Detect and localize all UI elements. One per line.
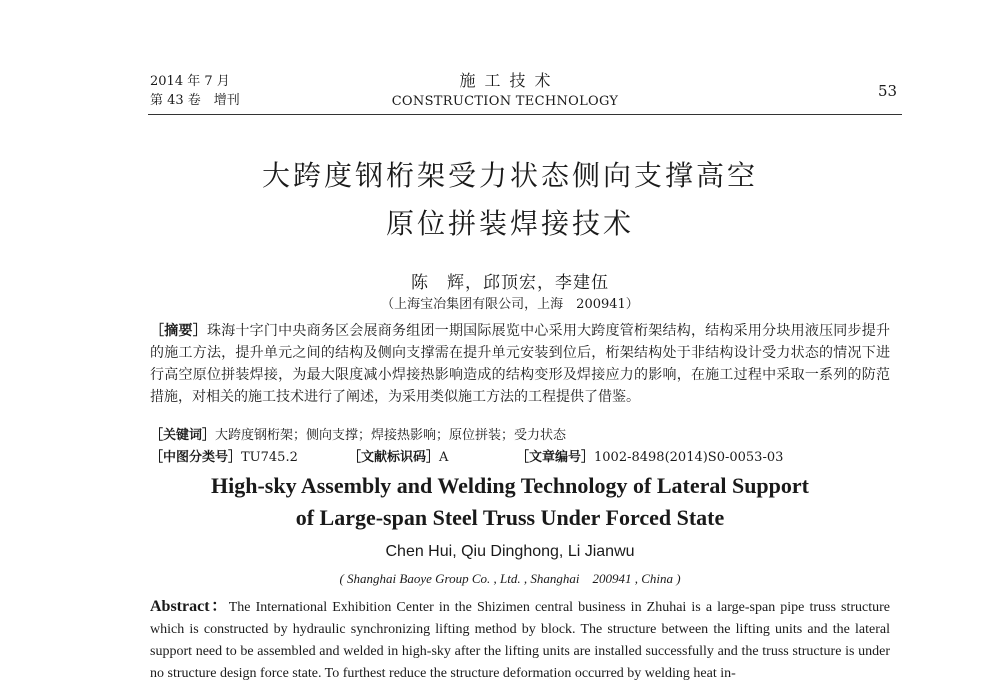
authors-zh: 陈 辉，邱顶宏，李建伍: [411, 273, 609, 293]
keywords-text: 大跨度钢桁架；侧向支撑；焊接热影响；原位拼装；受力状态: [215, 428, 567, 443]
paper-title-en-line2: of Large-span Steel Truss Under Forced State: [295, 505, 725, 530]
abstract-zh: [150, 320, 890, 408]
journal-name-zh: 施工技术: [459, 71, 560, 90]
journal-name-en: CONSTRUCTION TECHNOLOGY: [391, 94, 619, 109]
paper-title-zh-line2: 原位拼装焊接技术: [385, 207, 634, 240]
issue-date: 2014 年 7 月: [150, 74, 230, 89]
abstract-en-label: Abstract：: [150, 598, 229, 615]
issue-info: [150, 72, 240, 110]
abstract-en-text: The International Exhibition Center in the Shizimen central business in Zhuhai is a large-span pipe truss structure which is constructed by hydraulic synchronizing lifting method by block. The structure between the lifting units and the lateral support need to be assembled and welded in high-sky after the lifting units are installed successfully and the truss structure is under no structure design force state. To furthest reduce the structure deformation occurred by welding heat in-: [150, 600, 890, 681]
affiliation-en: ( Shanghai Baoye Group Co. , Ltd. , Shanghai 200941 , China ): [339, 571, 681, 586]
clc-label: ［中图分类号］: [150, 450, 242, 465]
abstract-zh-label: ［摘要］: [150, 323, 207, 339]
paper-title-zh: [150, 152, 870, 248]
journal-name: [360, 68, 650, 109]
header-divider: [148, 114, 902, 115]
doc-code-value: A: [439, 450, 449, 465]
article-no-label: ［文章编号］: [516, 450, 595, 465]
doc-code-label: ［文献标识码］: [348, 450, 440, 465]
paper-title-en-line1: High-sky Assembly and Welding Technology of Lateral Support: [210, 473, 809, 498]
issue-volume: 第 43 卷 增刊: [150, 93, 240, 108]
paper-title-en: [150, 470, 870, 534]
paper-title-zh-line1: 大跨度钢桁架受力状态侧向支撑高空: [261, 159, 758, 192]
abstract-zh-text: 珠海十字门中央商务区会展商务组团一期国际展览中心采用大跨度管桁架结构，结构采用分块用液压同步提升的施工方法，提升单元之间的结构及侧向支撑需在提升单元安装到位后，桁架结构处于非结构设计受力状态的情况下进行高空原位拼装焊接，为最大限度减小焊接热影响造成的结构变形及焊接应力的影响，在施工过程中采取一系列的防范措施，对相关的施工技术进行了阐述，为采用类似施工方法的工程提供了借鉴。: [150, 323, 891, 405]
affiliation-zh: （上海宝冶集团有限公司，上海 200941）: [381, 297, 639, 312]
article-no-value: 1002-8498(2014)S0-0053-03: [594, 450, 784, 465]
keywords-label: ［关键词］: [150, 428, 216, 443]
authors-en: Chen Hui, Qiu Dinghong, Li Jianwu: [385, 543, 635, 560]
abstract-en: [150, 596, 890, 685]
clc-value: TU745.2: [241, 450, 298, 465]
page-number: 53: [878, 82, 898, 100]
